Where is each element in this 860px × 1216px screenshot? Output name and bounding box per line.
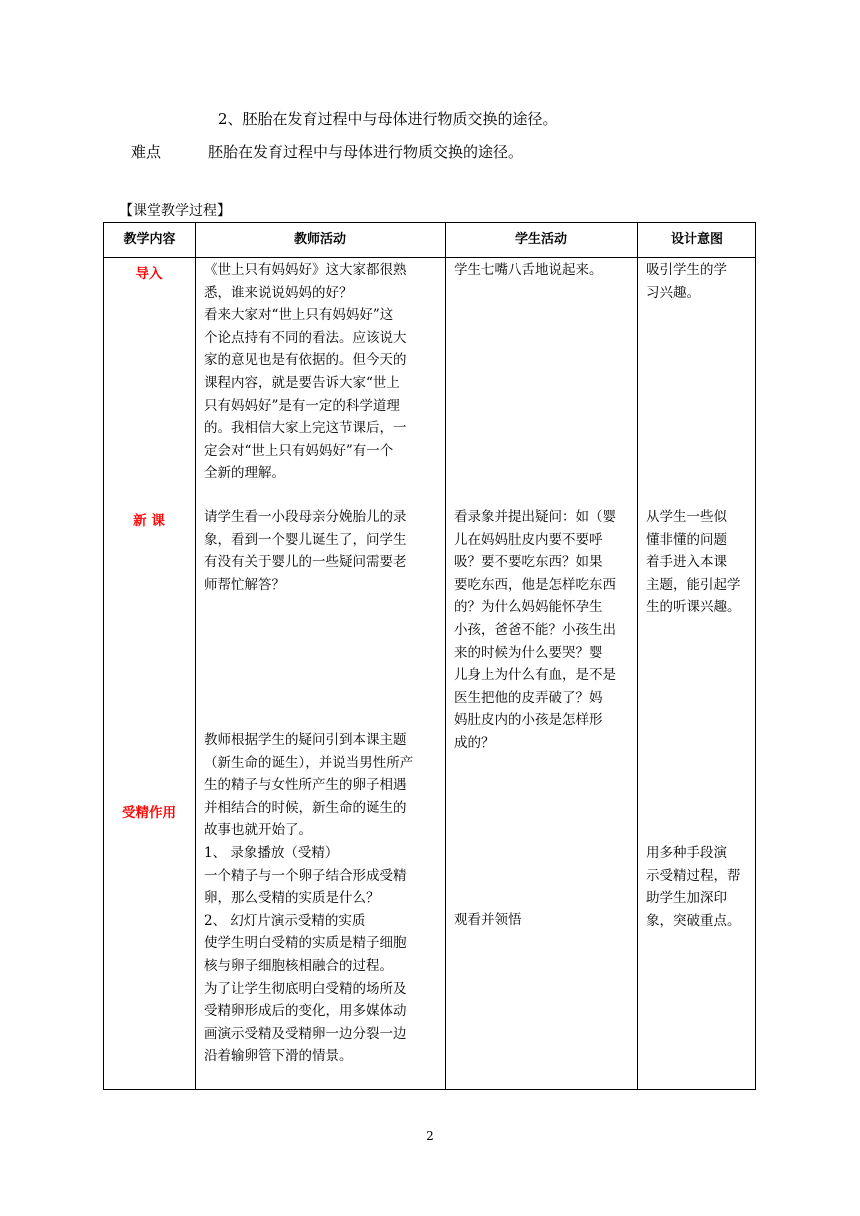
text-line: 沿着输卵管下滑的情景。 (204, 1048, 353, 1065)
text-line: 看来大家对“世上只有妈妈好”这 (204, 307, 394, 324)
column-divider (195, 223, 196, 1089)
text-line: 着手进入本课 (646, 554, 727, 571)
text-line: 懂非懂的问题 (646, 531, 727, 548)
teacher-intro (204, 259, 440, 485)
text-line: 卵，那么受精的实质是什么？ (204, 890, 380, 907)
header-content: 教学内容 (123, 232, 176, 247)
text-line: 小孩，爸爸不能？小孩生出 (454, 621, 616, 638)
text-line: 核与卵子细胞核相融合的过程。 (204, 957, 393, 974)
text-line: 儿身上为什么有血，是不是 (454, 667, 616, 684)
text-line: 为了让学生彻底明白受精的场所及 (204, 980, 407, 997)
difficulty-text: 胚胎在发育过程中与母体进行物质交换的途径。 (208, 143, 524, 161)
text-line: 要吃东西，他是怎样吃东西 (454, 576, 616, 593)
text-line: 学生七嘴八舌地说起来。 (454, 262, 603, 278)
header-teacher: 教师活动 (293, 232, 346, 247)
text-line: 生的精子与女性所产生的卵子相遇 (204, 777, 407, 794)
text-line: 课程内容，就是要告诉大家“世上 (204, 374, 400, 391)
intent-new-lesson (646, 506, 752, 619)
text-line: 2、 幻灯片演示受精的实质 (204, 912, 366, 929)
text-line: 的。我相信大家上完这节课后，一 (204, 420, 407, 437)
text-line: 请学生看一小段母亲分娩胎儿的录 (204, 509, 407, 525)
text-line: 主题，能引起学 (646, 576, 741, 593)
text-line: 来的时候为什么要哭？婴 (454, 644, 603, 661)
text-line: 受精卵形成后的变化，用多媒体动 (204, 1003, 407, 1020)
key-point-2: 2、胚胎在发育过程中与母体进行物质交换的途径。 (218, 110, 558, 128)
text-line: 妈肚皮内的小孩是怎样形 (454, 712, 603, 729)
text-line: 的？为什么妈妈能怀孕生 (454, 599, 603, 616)
student-intro (454, 259, 634, 282)
text-line: 师帮忙解答？ (204, 576, 285, 593)
label-fertilization: 受精作用 (122, 805, 176, 821)
label-new-lesson: 新 课 (133, 513, 165, 529)
text-line: 教师根据学生的疑问引到本课主题 (204, 732, 407, 748)
text-line: 看录象并提出疑问：如（婴 (454, 509, 616, 525)
text-line: 示受精过程，帮 (646, 867, 741, 884)
text-line: 儿在妈妈肚皮内要不要呼 (454, 531, 603, 548)
header-intent: 设计意图 (670, 232, 723, 247)
text-line: 助学生加深印 (646, 890, 727, 907)
difficulty-label: 难点 (131, 143, 162, 161)
text-line: 1、 录象播放（受精） (204, 844, 339, 861)
text-line: 象，突破重点。 (646, 912, 741, 929)
text-line: 一个精子与一个卵子结合形成受精 (204, 867, 407, 884)
text-line: 用多种手段演 (646, 845, 727, 861)
teacher-new-lesson (204, 506, 440, 596)
header-student: 学生活动 (514, 232, 567, 247)
text-line: 只有妈妈好”是有一定的科学道理 (204, 397, 400, 414)
text-line: 《世上只有妈妈好》这大家都很熟 (204, 262, 407, 278)
text-line: 有没有关于婴儿的一些疑问需要老 (204, 554, 407, 571)
text-line: 吸？要不要吃东西？如果 (454, 554, 603, 571)
text-line: 医生把他的皮弄破了？妈 (454, 689, 603, 706)
intent-fertilization (646, 842, 752, 932)
section-title: 【课堂教学过程】 (119, 203, 231, 219)
label-intro: 导入 (135, 266, 163, 282)
lesson-table (103, 222, 756, 1090)
text-line: 悉，谁来说说妈妈的好？ (204, 284, 353, 301)
column-divider (637, 223, 638, 1089)
text-line: 并相结合的时候，新生命的诞生的 (204, 799, 407, 816)
text-line: 画演示受精及受精卵一边分裂一边 (204, 1025, 407, 1042)
intent-intro (646, 259, 752, 304)
text-line: 成的？ (454, 734, 495, 751)
text-line: 吸引学生的学 (646, 262, 727, 278)
text-line: 习兴趣。 (646, 284, 700, 301)
student-fertilization (454, 909, 634, 932)
column-divider (445, 223, 446, 1089)
teacher-fertilization (204, 729, 440, 1068)
text-line: 象，看到一个婴儿诞生了，问学生 (204, 531, 407, 548)
text-line: 全新的理解。 (204, 465, 285, 482)
text-line: 生的听课兴趣。 (646, 599, 741, 616)
text-line: 使学生明白受精的实质是精子细胞 (204, 935, 407, 952)
text-line: 定会对“世上只有妈妈好”有一个 (204, 442, 394, 459)
text-line: 从学生一些似 (646, 509, 727, 525)
student-new-lesson (454, 506, 634, 755)
text-line: （新生命的诞生），并说当男性所产 (204, 754, 414, 771)
text-line: 故事也就开始了。 (204, 822, 312, 839)
text-line: 观看并领悟 (454, 912, 522, 928)
header-divider (104, 257, 755, 258)
text-line: 个论点持有不同的看法。应该说大 (204, 329, 407, 346)
page-number: 2 (426, 1129, 434, 1143)
text-line: 家的意见也是有依据的。但今天的 (204, 352, 407, 369)
